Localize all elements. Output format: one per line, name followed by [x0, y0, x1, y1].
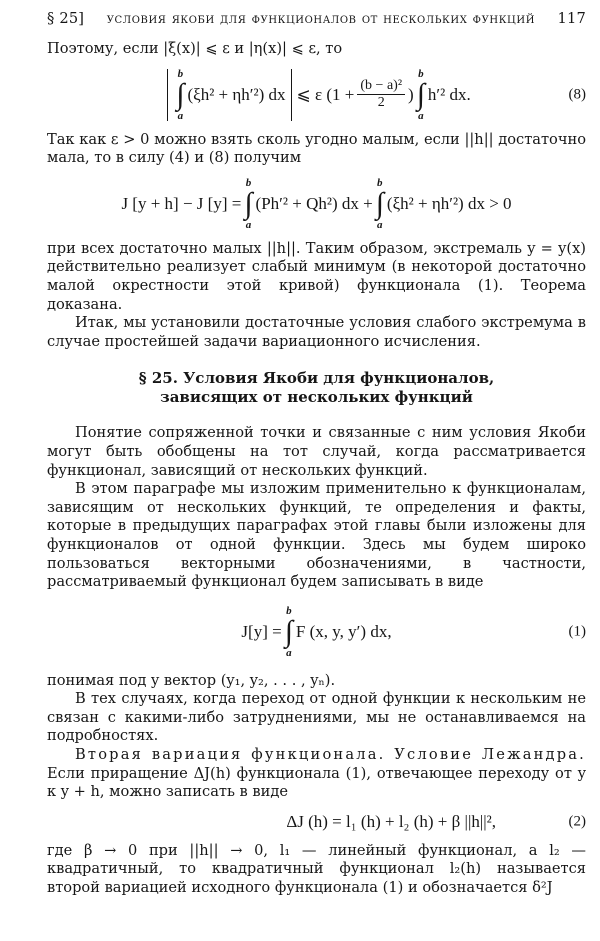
paragraph-5: Понятие сопряженной точки и связанные с ним условия Якоби могут быть обобщены на тот случай, когда рассматривается функционал, зависящий от нескольких функций. [47, 424, 586, 479]
upper-limit: b [245, 176, 252, 189]
page-number: 117 [557, 10, 586, 27]
eq1-integrand: F (x, y, y′) dx, [295, 621, 392, 641]
integral-sign: b ∫ a [416, 67, 425, 122]
integral-sign: b ∫ a [284, 604, 293, 659]
integral-sign: b ∫ a [176, 67, 185, 122]
upper-limit: b [418, 67, 424, 80]
paragraph-3: при всех достаточно малых ||h||. Таким образом, экстремаль y = y(x) действительно реализует слабый минимум (в некоторой достаточно малой окрестности этой кривой) функционала (1). Теорема доказана. [47, 239, 586, 313]
subsection-heading: Вторая вариация функционала. Условие Лежандра. [75, 746, 586, 764]
eq-main-int2: (ξh² + ηh′²) dx > 0 [386, 193, 512, 213]
eq8-rhs-integrand: h′² dx. [427, 84, 471, 104]
eq-main-lhs: J [y + h] − J [y] = [121, 193, 242, 213]
upper-limit: b [286, 604, 292, 617]
paragraph-8: В тех случаях, когда переход от одной функции к нескольким не связан с какими-либо затруднениями, мы не останавливаемся на подробностях. [47, 690, 586, 745]
equation-number: (8) [568, 86, 586, 103]
lower-limit: a [286, 646, 292, 659]
section-title-line-1: § 25. Условия Якоби для функционалов, [138, 369, 495, 388]
paragraph-2: Так как ε > 0 можно взять сколь угодно малым, если ||h|| достаточно мала, то в силу (4) и (8) получим [47, 130, 586, 167]
upper-limit: b [177, 67, 184, 80]
eq1-lhs: J[y] = [241, 621, 282, 641]
abs-bar-left [167, 69, 168, 121]
paragraph-10: где β → 0 при ||h|| → 0, l₁ — линейный функционал, а l₂ — квадратичный, то квадратичный функционал l₂(h) называется второй вариацией исходного функционала (1) и обозначается δ²J [47, 841, 586, 897]
abs-bar-right [291, 69, 292, 121]
eq-main-int1: (Ph′² + Qh²) dx + [255, 193, 373, 213]
section-ref: § 25] [47, 10, 85, 27]
lower-limit: a [245, 218, 252, 231]
lower-limit: a [177, 109, 184, 122]
page [47, 10, 586, 898]
upper-limit: b [377, 176, 383, 189]
equation-number: (2) [568, 813, 586, 830]
eq8-relation: ⩽ ε [296, 84, 323, 104]
equation-8 [47, 59, 586, 131]
running-header [47, 10, 586, 40]
paragraph-9 [47, 746, 586, 802]
integral-sign: b ∫ a [375, 176, 384, 231]
lower-limit: a [418, 109, 424, 122]
paragraph-4: Итак, мы установили достаточные условия слабого экстремума в случае простейшей задачи вариационного исчисления. [47, 314, 586, 350]
eq8-frac-num: (b − a)² [357, 78, 405, 95]
equation-2 [47, 802, 586, 842]
paragraph-6: В этом параграфе мы изложим применительно к функционалам, зависящим от нескольких функций, те определения и факты, которые в предыдущих параграфах этой главы были изложены для функционалов от одной функции. Здесь мы будем широко пользоваться векторными обозначениями, в частности, рассматриваемый функционал будем записывать в виде [47, 480, 586, 591]
eq8-paren-close: ) [408, 84, 414, 104]
equation-number: (1) [568, 623, 586, 640]
integral-sign: b ∫ a [244, 176, 253, 231]
eq8-fraction [357, 78, 405, 111]
eq2-body: ΔJ (h) = l₁ (h) + l₂ (h) + β ||h||², [286, 811, 496, 831]
section-title [47, 369, 586, 407]
section-title-line-2: зависящих от нескольких функций [160, 388, 473, 407]
equation-main [47, 168, 586, 240]
eq8-frac-den: 2 [377, 95, 385, 111]
running-title: условия якоби для функционалов от нескольких функций [106, 10, 536, 27]
lower-limit: a [377, 218, 383, 231]
eq8-lhs-integrand: (ξh² + ηh′²) dx [187, 84, 286, 104]
paragraph-7: понимая под y вектор (y₁, y₂, . . . , yₙ). [47, 671, 336, 689]
paragraph-9-text: Если приращение ΔJ(h) функционала (1), отвечающее переходу от y к y + h, можно записать в виде [47, 764, 586, 801]
eq8-paren-open: (1 + [326, 84, 355, 104]
paragraph-1: Поэтому, если |ξ(x)| ⩽ ε и |η(x)| ⩽ ε, то [47, 40, 343, 57]
equation-1 [47, 592, 586, 672]
